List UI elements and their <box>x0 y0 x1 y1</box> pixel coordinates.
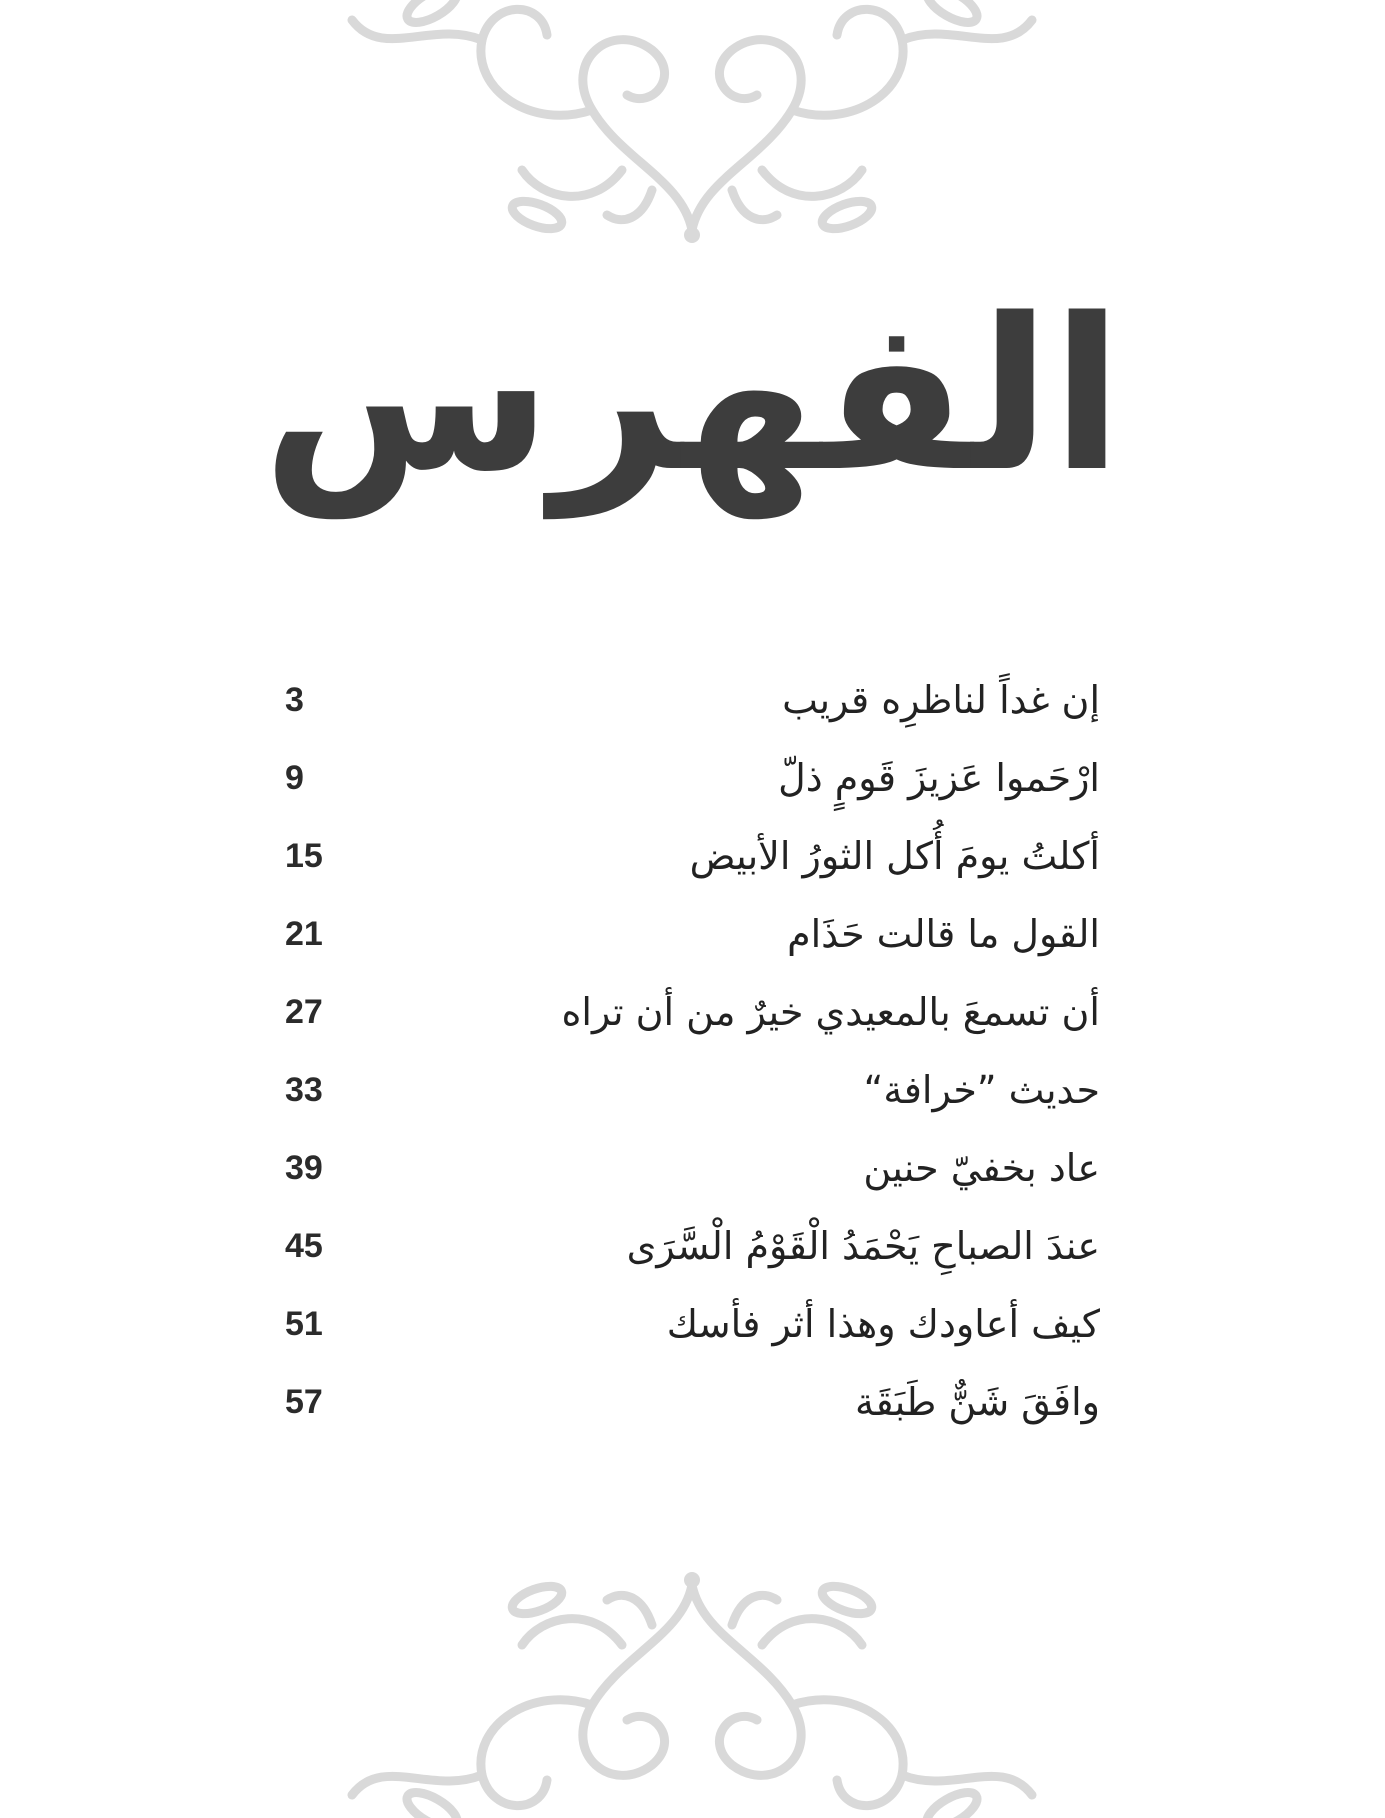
toc-row[interactable] <box>285 899 1100 977</box>
toc-page-number: 57 <box>285 1383 323 1421</box>
toc-row[interactable] <box>285 1367 1100 1445</box>
toc-entry-title[interactable]: إن غداً لناظرِه قريب <box>782 678 1100 722</box>
toc-entry-title[interactable]: عاد بخفيّ حنين <box>863 1146 1100 1190</box>
toc-row[interactable] <box>285 977 1100 1055</box>
floral-ornament-bottom-icon <box>292 1555 1092 1818</box>
toc-row[interactable] <box>285 1289 1100 1367</box>
toc-entry-title[interactable]: القول ما قالت حَذَام <box>787 912 1100 956</box>
floral-ornament-top-icon <box>292 0 1092 260</box>
toc-row[interactable] <box>285 743 1100 821</box>
toc-page-number: 51 <box>285 1305 323 1343</box>
toc-row[interactable] <box>285 1211 1100 1289</box>
table-of-contents <box>285 665 1100 1445</box>
toc-page-number: 39 <box>285 1149 323 1187</box>
toc-row[interactable] <box>285 1055 1100 1133</box>
toc-entry-title[interactable]: عندَ الصباحِ يَحْمَدُ الْقَوْمُ الْسَّرَى <box>626 1224 1100 1268</box>
toc-row[interactable] <box>285 665 1100 743</box>
toc-entry-title[interactable]: ارْحَموا عَزيزَ قَومٍ ذلّ <box>778 756 1100 800</box>
toc-entry-title[interactable]: حديث ”خرافة“ <box>863 1068 1100 1112</box>
toc-page-number: 15 <box>285 837 323 875</box>
toc-page-number: 9 <box>285 759 304 797</box>
toc-row[interactable] <box>285 821 1100 899</box>
toc-page-number: 33 <box>285 1071 323 1109</box>
toc-entry-title[interactable]: كيف أعاودك وهذا أثر فأسك <box>666 1302 1100 1346</box>
toc-entry-title[interactable]: أن تسمعَ بالمعيدي خيرٌ من أن تراه <box>561 990 1100 1034</box>
toc-page-number: 21 <box>285 915 323 953</box>
page-title: الفهرس <box>261 273 1124 518</box>
toc-page-number: 45 <box>285 1227 323 1265</box>
toc-page-number: 27 <box>285 993 323 1031</box>
toc-entry-title[interactable]: وافَقَ شَنٌّ طَبَقَة <box>855 1380 1100 1424</box>
toc-page-number: 3 <box>285 681 304 719</box>
toc-entry-title[interactable]: أكلتُ يومَ أُكل الثورُ الأبيض <box>689 834 1100 878</box>
toc-row[interactable] <box>285 1133 1100 1211</box>
